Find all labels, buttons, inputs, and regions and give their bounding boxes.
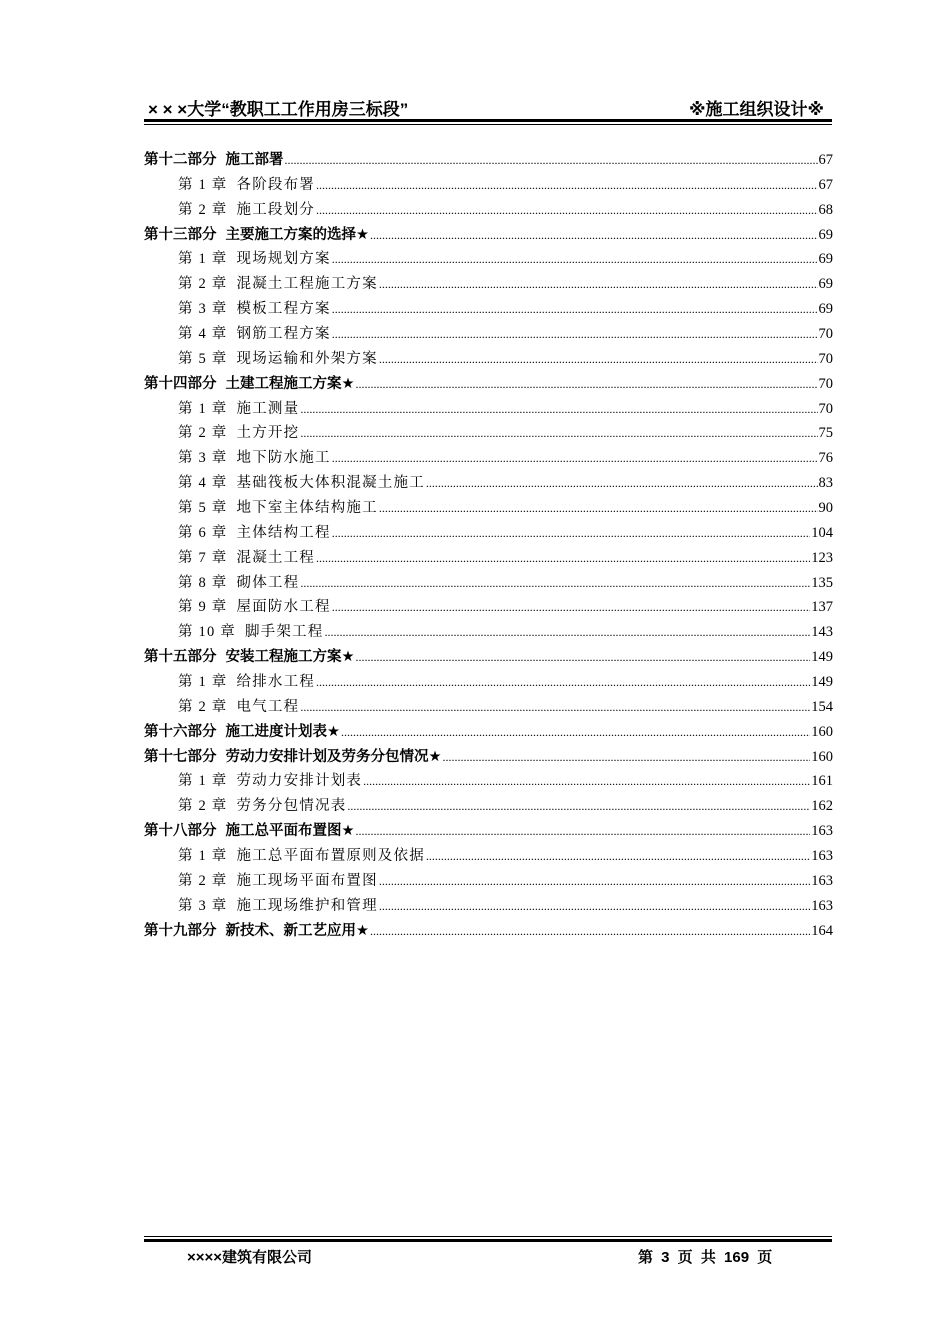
toc-entry-page: 163 — [811, 848, 833, 865]
toc-chapter-entry[interactable] — [144, 421, 833, 446]
toc-dot-leader — [356, 819, 811, 844]
toc-entry-number: 第 2 章 — [178, 872, 228, 889]
toc-entry-number: 第十八部分 — [144, 823, 217, 840]
toc-entry-number: 第 1 章 — [178, 251, 228, 268]
toc-dot-leader — [300, 397, 817, 422]
toc-entry-page: 135 — [811, 574, 833, 591]
toc-entry-title: 施工现场维护和管理 — [236, 897, 378, 914]
toc-entry-number: 第 2 章 — [178, 425, 228, 442]
toc-chapter-entry[interactable] — [144, 173, 833, 198]
toc-dot-leader — [426, 844, 810, 869]
toc-entry-number: 第 9 章 — [178, 599, 228, 616]
toc-dot-leader — [370, 223, 818, 248]
toc-dot-leader — [285, 148, 818, 173]
toc-entry-page: 70 — [818, 400, 833, 417]
toc-dot-leader — [443, 745, 811, 770]
toc-part-entry[interactable] — [144, 148, 833, 173]
toc-entry-page: 69 — [818, 276, 833, 293]
toc-entry-title: 混凝土工程施工方案 — [236, 276, 378, 293]
toc-dot-leader — [347, 794, 810, 819]
toc-entry-number: 第十五部分 — [144, 649, 217, 666]
toc-entry-title: 主要施工方案的选择★ — [225, 226, 369, 243]
toc-entry-page: 69 — [818, 251, 833, 268]
toc-chapter-entry[interactable] — [144, 670, 833, 695]
toc-dot-leader — [332, 521, 811, 546]
toc-dot-leader — [300, 421, 817, 446]
toc-entry-page: 163 — [811, 872, 833, 889]
toc-entry-page: 68 — [818, 201, 833, 218]
toc-chapter-entry[interactable] — [144, 794, 833, 819]
toc-chapter-entry[interactable] — [144, 297, 833, 322]
toc-entry-page: 67 — [818, 152, 833, 168]
footer-rule-thin — [144, 1236, 832, 1237]
toc-dot-leader — [324, 620, 810, 645]
toc-dot-leader — [316, 198, 818, 223]
toc-entry-page: 123 — [811, 549, 833, 566]
toc-dot-leader — [426, 471, 818, 496]
toc-entry-number: 第 8 章 — [178, 574, 228, 591]
toc-entry-page: 137 — [811, 599, 833, 616]
footer-company: ××××建筑有限公司 — [187, 1249, 313, 1266]
toc-entry-number: 第十六部分 — [144, 723, 217, 740]
toc-entry-title: 施工总平面布置图★ — [225, 823, 355, 840]
toc-part-entry[interactable] — [144, 720, 833, 745]
toc-entry-title: 各阶段布署 — [236, 176, 315, 193]
toc-entry-page: 69 — [818, 301, 833, 318]
toc-entry-number: 第 5 章 — [178, 350, 228, 367]
toc-chapter-entry[interactable] — [144, 272, 833, 297]
toc-entry-title: 钢筋工程方案 — [236, 326, 331, 343]
toc-entry-number: 第 2 章 — [178, 798, 228, 815]
toc-chapter-entry[interactable] — [144, 769, 833, 794]
toc-part-entry[interactable] — [144, 745, 833, 770]
toc-dot-leader — [316, 173, 818, 198]
header-rule-thin — [144, 124, 832, 125]
toc-entry-title: 基础筏板大体积混凝土施工 — [236, 475, 425, 492]
toc-entry-page: 70 — [818, 326, 833, 343]
toc-entry-page: 70 — [818, 375, 833, 392]
toc-entry-number: 第 5 章 — [178, 500, 228, 517]
toc-entry-title: 劳动力安排计划表 — [236, 773, 363, 790]
toc-entry-number: 第 6 章 — [178, 524, 228, 541]
toc-entry-page: 70 — [818, 350, 833, 367]
toc-entry-page: 76 — [818, 450, 833, 467]
toc-dot-leader — [332, 446, 818, 471]
toc-part-entry[interactable] — [144, 645, 833, 670]
toc-part-entry[interactable] — [144, 819, 833, 844]
footer-page-number: 第 3 页 共 169 页 — [638, 1249, 773, 1266]
toc-entry-number: 第 1 章 — [178, 400, 228, 417]
toc-chapter-entry[interactable] — [144, 894, 833, 919]
toc-entry-page: 90 — [818, 500, 833, 517]
toc-chapter-entry[interactable] — [144, 347, 833, 372]
toc-entry-title: 模板工程方案 — [236, 301, 331, 318]
document-type-title: ※施工组织设计※ — [688, 100, 824, 119]
toc-entry-number: 第 4 章 — [178, 326, 228, 343]
toc-dot-leader — [379, 869, 810, 894]
toc-entry-page: 69 — [818, 226, 833, 243]
toc-entry-number: 第 4 章 — [178, 475, 228, 492]
toc-entry-number: 第 7 章 — [178, 549, 228, 566]
toc-chapter-entry[interactable] — [144, 844, 833, 869]
toc-entry-number: 第 3 章 — [178, 450, 228, 467]
toc-dot-leader — [316, 546, 810, 571]
toc-entry-page: 163 — [811, 823, 833, 840]
toc-entry-number: 第十九部分 — [144, 922, 217, 939]
toc-entry-title: 施工部署 — [225, 152, 284, 168]
toc-entry-title: 施工总平面布置原则及依据 — [236, 848, 425, 865]
toc-entry-number: 第 2 章 — [178, 201, 228, 218]
toc-entry-title: 混凝土工程 — [236, 549, 315, 566]
toc-dot-leader — [370, 919, 810, 944]
toc-entry-title: 给排水工程 — [236, 674, 315, 691]
toc-entry-number: 第 2 章 — [178, 698, 228, 715]
footer-rule-thick — [144, 1239, 832, 1242]
toc-chapter-entry[interactable] — [144, 695, 833, 720]
toc-entry-title: 劳动力安排计划及劳务分包情况★ — [225, 748, 442, 765]
document-project-title: × × ×大学“教职工工作用房三标段” — [148, 100, 409, 119]
toc-dot-leader — [356, 372, 818, 397]
toc-entry-number: 第 1 章 — [178, 176, 228, 193]
toc-chapter-entry[interactable] — [144, 446, 833, 471]
toc-dot-leader — [332, 322, 818, 347]
toc-dot-leader — [332, 247, 818, 272]
toc-entry-title: 地下室主体结构施工 — [236, 500, 378, 517]
toc-entry-number: 第 1 章 — [178, 848, 228, 865]
toc-chapter-entry[interactable] — [144, 198, 833, 223]
toc-chapter-entry[interactable] — [144, 546, 833, 571]
toc-chapter-entry[interactable] — [144, 471, 833, 496]
toc-dot-leader — [379, 272, 818, 297]
toc-entry-title: 地下防水施工 — [236, 450, 331, 467]
toc-chapter-entry[interactable] — [144, 247, 833, 272]
toc-dot-leader — [332, 297, 818, 322]
toc-entry-number: 第 10 章 — [178, 624, 236, 641]
toc-entry-title: 电气工程 — [236, 698, 300, 715]
toc-chapter-entry[interactable] — [144, 571, 833, 596]
toc-entry-number: 第十四部分 — [144, 375, 217, 392]
toc-entry-page: 149 — [811, 649, 833, 666]
toc-entry-title: 安装工程施工方案★ — [225, 649, 355, 666]
toc-entry-number: 第 3 章 — [178, 897, 228, 914]
toc-entry-page: 162 — [811, 798, 833, 815]
toc-entry-number: 第十三部分 — [144, 226, 217, 243]
page-header — [144, 93, 832, 119]
toc-dot-leader — [363, 769, 810, 794]
toc-entry-title: 施工现场平面布置图 — [236, 872, 378, 889]
toc-dot-leader — [332, 595, 811, 620]
toc-entry-title: 劳务分包情况表 — [236, 798, 347, 815]
toc-dot-leader — [379, 347, 818, 372]
toc-entry-number: 第十七部分 — [144, 748, 217, 765]
toc-entry-title: 土建工程施工方案★ — [225, 375, 355, 392]
toc-entry-title: 砌体工程 — [236, 574, 300, 591]
toc-entry-title: 土方开挖 — [236, 425, 300, 442]
toc-chapter-entry[interactable] — [144, 322, 833, 347]
toc-entry-title: 现场规划方案 — [236, 251, 331, 268]
toc-dot-leader — [379, 496, 818, 521]
toc-entry-title: 施工段划分 — [236, 201, 315, 218]
toc-chapter-entry[interactable] — [144, 620, 833, 645]
toc-entry-title: 新技术、新工艺应用★ — [225, 922, 369, 939]
toc-entry-page: 149 — [811, 674, 833, 691]
toc-entry-page: 67 — [818, 176, 833, 193]
toc-dot-leader — [300, 695, 810, 720]
toc-chapter-entry[interactable] — [144, 595, 833, 620]
header-rule-thick — [144, 119, 832, 122]
toc-entry-page: 143 — [811, 624, 833, 641]
toc-entry-page: 160 — [811, 723, 833, 740]
toc-part-entry[interactable] — [144, 372, 833, 397]
toc-part-entry[interactable] — [144, 223, 833, 248]
toc-entry-number: 第 2 章 — [178, 276, 228, 293]
toc-dot-leader — [341, 720, 810, 745]
toc-dot-leader — [316, 670, 810, 695]
toc-entry-title: 现场运输和外架方案 — [236, 350, 378, 367]
toc-chapter-entry[interactable] — [144, 397, 833, 422]
toc-entry-title: 施工测量 — [236, 400, 300, 417]
toc-entry-page: 160 — [811, 748, 833, 765]
toc-entry-title: 脚手架工程 — [244, 624, 324, 641]
toc-entry-page: 104 — [811, 524, 833, 541]
toc-entry-page: 163 — [811, 897, 833, 914]
toc-entry-title: 主体结构工程 — [236, 524, 331, 541]
toc-chapter-entry[interactable] — [144, 521, 833, 546]
toc-entry-number: 第十二部分 — [144, 152, 217, 168]
table-of-contents — [144, 148, 833, 944]
toc-entry-number: 第 3 章 — [178, 301, 228, 318]
toc-entry-number: 第 1 章 — [178, 674, 228, 691]
toc-dot-leader — [379, 894, 810, 919]
toc-part-entry[interactable] — [144, 919, 833, 944]
toc-entry-page: 154 — [811, 698, 833, 715]
toc-entry-title: 屋面防水工程 — [236, 599, 331, 616]
toc-entry-number: 第 1 章 — [178, 773, 228, 790]
toc-entry-page: 83 — [818, 475, 833, 492]
toc-entry-page: 164 — [811, 922, 833, 939]
toc-entry-page: 75 — [818, 425, 833, 442]
toc-chapter-entry[interactable] — [144, 869, 833, 894]
toc-dot-leader — [300, 571, 810, 596]
toc-chapter-entry[interactable] — [144, 496, 833, 521]
toc-entry-page: 161 — [811, 773, 833, 790]
toc-dot-leader — [356, 645, 811, 670]
toc-entry-title: 施工进度计划表★ — [225, 723, 340, 740]
